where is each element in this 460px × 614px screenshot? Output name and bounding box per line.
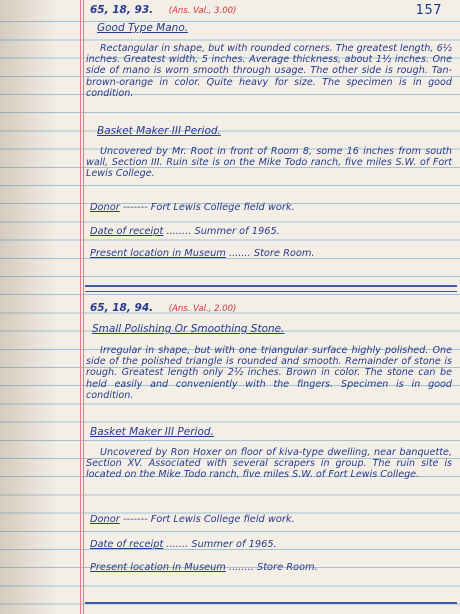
location-value: Store Room. <box>257 562 318 573</box>
date-value: Summer of 1965. <box>191 539 277 550</box>
location-label: Present location in Museum <box>90 562 226 573</box>
entry-title: Small Polishing Or Smoothing Stone. <box>92 323 285 335</box>
location-field: Present location in Museum ........ Store Room. <box>90 562 318 573</box>
entry-header <box>90 302 236 314</box>
margin-line <box>80 0 81 614</box>
catalog-number: 65, 18, 94. <box>90 302 154 314</box>
location-field: Present location in Museum ....... Store Room. <box>90 248 315 259</box>
entry-description: Rectangular in shape, but with rounded corners. The greatest length, 6½ inches. Greatest width, 5 inches. Average thickness, about 1½ inches. One side of mano is worn smooth through usage. The other side is rough. Tan-brown-orange in color. Quite heavy for size. The specimen is in good condition. <box>86 43 452 99</box>
donor-value: Fort Lewis College field work. <box>150 202 295 213</box>
date-label: Date of receipt <box>90 539 164 550</box>
value-note: (Ans. Val., 2.00) <box>168 304 237 314</box>
entry-divider <box>85 602 457 604</box>
entry-description: Irregular in shape, but with one triangular surface highly polished. One side of the polished triangle is rounded and smooth. Remainder of stone is rough. Greatest length only 2½ inches. Brown in color. The stone can be held easily and conveniently with the fingers. Specimen is in good condition. <box>86 345 452 401</box>
entry-title: Good Type Mano. <box>97 22 189 34</box>
donor-label: Donor <box>90 514 120 525</box>
donor-value: Fort Lewis College field work. <box>150 514 295 525</box>
provenance: Uncovered by Ron Hoxer on floor of kiva-type dwelling, near banquette, Section XV. Associated with several scrapers in group. The ruin site is located on the Mike Todo ranch, five miles S.W. of Fort Lewis College. <box>86 447 452 481</box>
date-label: Date of receipt <box>90 226 164 237</box>
page-number: 157 <box>415 3 442 18</box>
period: Basket Maker III Period. <box>90 426 214 438</box>
donor-field: Donor ------- Fort Lewis College field work. <box>90 514 295 525</box>
date-value: Summer of 1965. <box>194 226 280 237</box>
catalog-number: 65, 18, 93. <box>90 4 154 16</box>
entry-divider <box>85 291 457 292</box>
entry-header <box>90 4 236 16</box>
location-label: Present location in Museum <box>90 248 226 259</box>
donor-label: Donor <box>90 202 120 213</box>
period: Basket Maker III Period. <box>97 125 221 137</box>
provenance: Uncovered by Mr. Root in front of Room 8, some 16 inches from south wall, Section III. Ruin site is on the Mike Todo ranch, five miles S.W. of Fort Lewis College. <box>86 146 452 180</box>
location-value: Store Room. <box>253 248 315 259</box>
value-note: (Ans. Val., 3.00) <box>168 6 237 16</box>
entry-divider <box>85 285 457 287</box>
binding-gutter <box>0 0 60 614</box>
date-field: Date of receipt ....... Summer of 1965. <box>90 539 277 550</box>
margin-line <box>83 0 84 614</box>
date-field: Date of receipt ........ Summer of 1965. <box>90 226 280 237</box>
donor-field: Donor ------- Fort Lewis College field work. <box>90 202 295 213</box>
